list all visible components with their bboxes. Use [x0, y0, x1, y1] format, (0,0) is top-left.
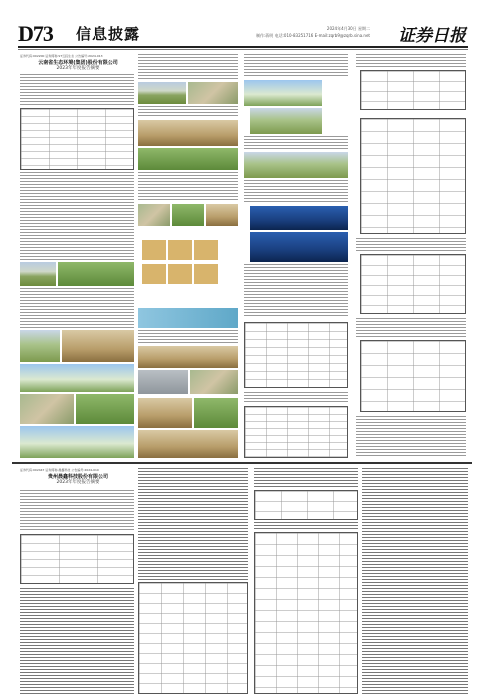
top-stock-code: 证券代码:002200 证券简称:ST云投生态 公告编号:2024-013 [20, 54, 103, 58]
top-col3-text-b [244, 136, 348, 150]
top-col2-photo-8 [142, 240, 166, 260]
top-col1-photo-6 [20, 394, 74, 424]
top-col2-photo-6 [172, 204, 204, 226]
bottom-col2-text-a [138, 468, 248, 580]
top-col3-text-c [244, 180, 348, 204]
masthead-rule [18, 46, 468, 48]
top-col3-text-a [244, 54, 348, 78]
issue-date: 2024年4月30日 星期二 [326, 26, 370, 31]
top-col3-photo-5 [250, 232, 348, 262]
top-col2-text-a [138, 54, 238, 80]
top-col3-photo-4 [250, 206, 348, 230]
top-col2-photo-12 [168, 264, 192, 284]
masthead [18, 23, 468, 45]
top-col4-table-a [360, 70, 466, 110]
article-divider [12, 462, 472, 464]
bottom-col3-table-a [254, 490, 358, 520]
top-col4-table-b [360, 118, 466, 234]
top-col3-photo-3 [244, 152, 348, 178]
masthead-rule-thin [18, 49, 468, 50]
top-col4-text-b [356, 238, 466, 252]
newspaper-logo: 证券日报 [398, 26, 466, 46]
top-col3-text-e [244, 392, 348, 404]
top-col2-photo-1 [138, 82, 186, 104]
bottom-col4-text [362, 468, 468, 694]
top-col2-photo-7 [206, 204, 238, 226]
bottom-col1-text-a [20, 490, 134, 532]
top-col2-photo-13 [194, 264, 218, 284]
top-col3-text-d [244, 264, 348, 318]
top-report-title: 2023年年度报告摘要 [56, 66, 100, 71]
top-col2-photo-19 [194, 398, 238, 428]
top-col4-text-d [356, 416, 466, 458]
bottom-col3-table-b [254, 532, 358, 694]
top-col2-photo-10 [194, 240, 218, 260]
top-col3-table-a [244, 322, 348, 388]
top-col1-photo-5 [20, 364, 134, 392]
top-col1-photo-4 [62, 330, 134, 362]
top-col2-text-d [138, 330, 238, 344]
top-col4-text-a [356, 54, 466, 68]
top-col1-table [20, 108, 134, 170]
editor-contact: 制作:蒋明 电话:010-83251716 E-mail:zqrb9@zqrb.sina.net [255, 33, 370, 38]
top-col1-photo-3 [20, 330, 60, 362]
top-col1-photo-8 [20, 426, 134, 458]
top-col2-text-b [138, 106, 238, 118]
page-number: D73 [18, 21, 53, 46]
bottom-col3-text-a [254, 468, 358, 488]
top-col2-photo-2 [188, 82, 238, 104]
top-company-name: 云南省生态环境(集团)股份有限公司 [38, 60, 118, 66]
top-col4-text-c [356, 318, 466, 338]
bottom-report-title: 2023年年度报告摘要 [56, 480, 100, 485]
bottom-company-name: 贵州晨鑫科技股份有限公司 [47, 474, 108, 480]
top-col2-text-c [138, 172, 238, 202]
top-col1-text-c [20, 288, 134, 328]
top-col2-photo-4 [138, 148, 238, 170]
top-col3-photo-2 [250, 108, 322, 134]
bottom-col2-table [138, 582, 248, 694]
top-col1-photo-7 [76, 394, 134, 424]
top-col1-photo-2 [58, 262, 134, 286]
top-col4-table-c [360, 254, 466, 314]
top-col2-photo-18 [138, 398, 192, 428]
top-col2-photo-11 [142, 264, 166, 284]
top-col1-text-b [20, 172, 134, 260]
bottom-col1-table [20, 534, 134, 584]
bottom-stock-code: 证券代码:002447 证券简称:晨鑫科技 公告编号:2024-010 [20, 468, 99, 472]
top-col2-photo-5 [138, 204, 170, 226]
top-col2-photo-9 [168, 240, 192, 260]
top-col2-photo-20 [138, 430, 238, 458]
top-col2-photo-14 [138, 308, 238, 328]
top-col4-table-d [360, 340, 466, 412]
top-col1-text-a [20, 74, 134, 106]
top-col3-photo-1 [244, 80, 322, 106]
top-col2-photo-17 [190, 370, 238, 394]
section-title: 信息披露 [76, 25, 141, 43]
top-col2-photo-16 [138, 370, 188, 394]
top-col3-table-b [244, 406, 348, 458]
top-col2-photo-15 [138, 346, 238, 368]
top-col2-photo-3 [138, 120, 238, 146]
bottom-col1-text-b [20, 588, 134, 696]
top-col1-photo-1 [20, 262, 56, 286]
bottom-col3-text-b [254, 522, 358, 530]
